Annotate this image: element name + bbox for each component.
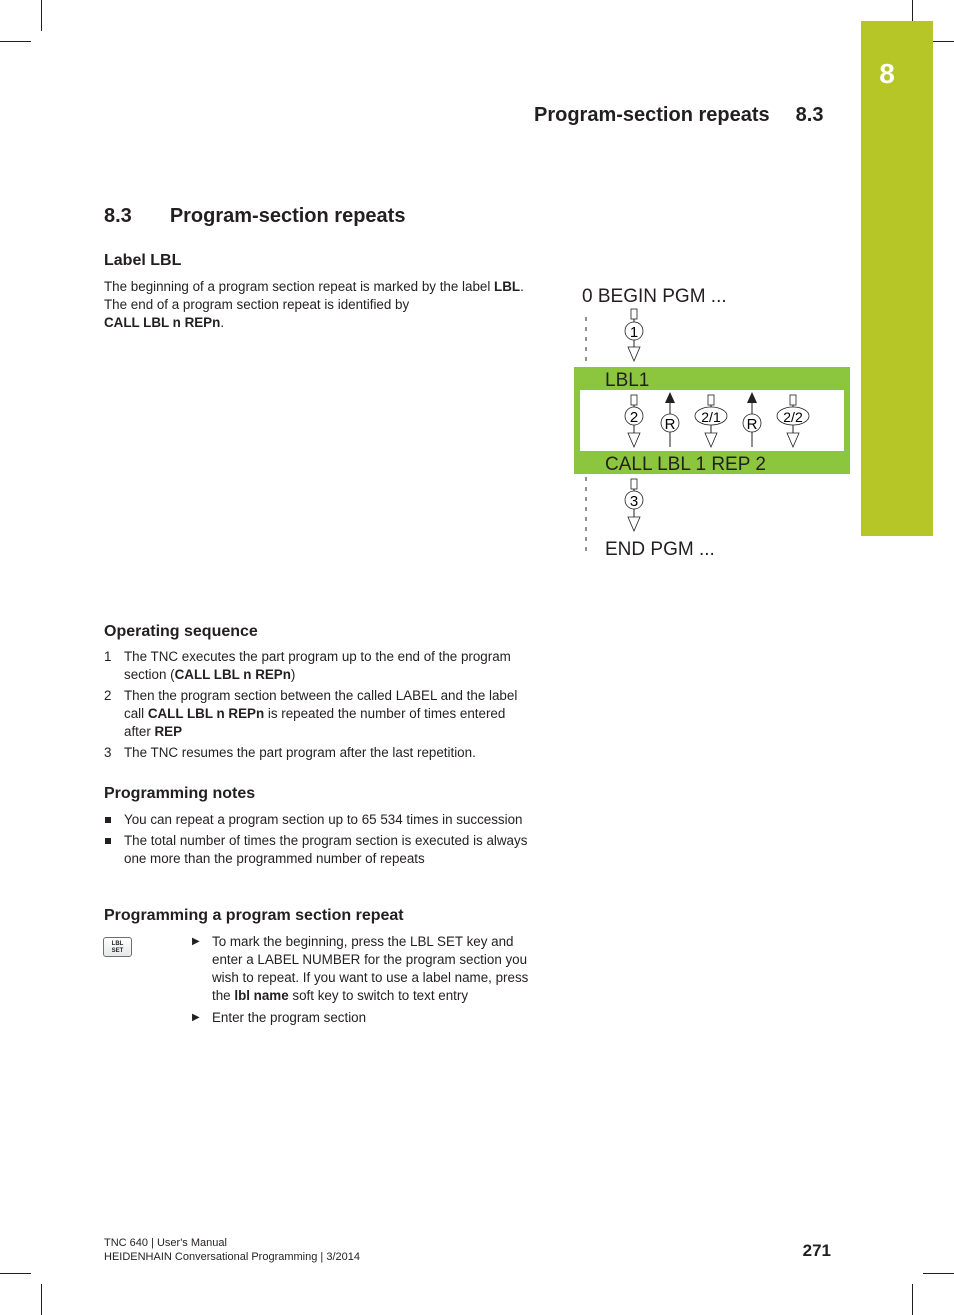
crop-mark [41, 1284, 42, 1315]
programming-notes-heading: Programming notes [104, 785, 256, 802]
step-2-label: 2 [629, 409, 639, 426]
text-bold: CALL LBL n REPn [104, 315, 221, 330]
text: . [220, 315, 225, 330]
text: To mark the beginning, press the LBL SET key and enter a LABEL NUMBER for the program section you wish to repeat. If you want to use a label name, press the [212, 934, 529, 1003]
rep-1-label: 2/1 [701, 409, 721, 425]
crop-mark [923, 1273, 954, 1274]
bullet-icon [105, 817, 111, 823]
section-heading [104, 205, 405, 228]
page-number: 271 [802, 1241, 831, 1260]
label-lbl-heading: Label LBL [104, 252, 182, 269]
section-number: 8.3 [104, 205, 132, 227]
running-header-title: Program-section repeats [534, 104, 770, 126]
text: The total number of times the program section is executed is always one more than the programmed number of repeats [124, 833, 528, 866]
lbl1-label: LBL1 [605, 370, 650, 391]
text-bold: CALL LBL n REPn [174, 667, 291, 682]
text: . The end of a program section repeat is identified by [104, 279, 524, 312]
programming-repeat-heading: Programming a program section repeat [104, 907, 404, 924]
crop-mark [0, 1273, 31, 1274]
text-bold: LBL [494, 279, 521, 294]
bullet-icon [105, 838, 111, 844]
crop-mark [0, 41, 31, 42]
list-item [104, 832, 534, 868]
operating-sequence-heading: Operating sequence [104, 623, 258, 640]
running-header-number: 8.3 [795, 104, 824, 126]
lbl-set-key-icon [103, 937, 132, 957]
step-arrow-icon: ▶ [192, 1012, 200, 1023]
programming-repeat-steps [192, 933, 537, 1031]
text: The TNC resumes the part program after the last repetition. [124, 745, 476, 760]
text-bold: REP [154, 724, 183, 739]
call-lbl-label: CALL LBL 1 REP 2 [605, 454, 766, 475]
program-section-diagram [560, 275, 860, 565]
list-item [192, 1009, 537, 1027]
crop-mark [912, 1284, 913, 1315]
step-1-label: 1 [629, 324, 639, 341]
list-item [104, 811, 534, 829]
text: The beginning of a program section repeat is marked by the label [104, 279, 495, 294]
text-bold: lbl name [234, 988, 289, 1003]
text: Enter the program section [212, 1010, 367, 1025]
item-number: 2 [104, 688, 112, 703]
begin-pgm-label: 0 BEGIN PGM ... [582, 286, 727, 307]
step-arrow-icon: ▶ [192, 936, 200, 947]
key-label: SET [111, 948, 124, 954]
operating-sequence-list [104, 648, 534, 765]
step-3-label: 3 [629, 493, 639, 510]
section-title: Program-section repeats [169, 205, 406, 227]
text: ) [290, 667, 296, 682]
running-header [534, 104, 823, 127]
chapter-tab-number: 8 [879, 58, 895, 89]
crop-mark [41, 0, 42, 31]
label-lbl-paragraph [104, 278, 534, 332]
programming-notes-list [104, 811, 534, 871]
item-number: 3 [104, 745, 112, 760]
r-label: R [664, 416, 676, 433]
text: soft key to switch to text entry [288, 988, 469, 1003]
footer-line: TNC 640 | User's Manual [104, 1237, 227, 1249]
text-bold: CALL LBL n REPn [147, 706, 265, 721]
r-label: R [746, 416, 758, 433]
footer-line: HEIDENHAIN Conversational Programming | 3/2014 [104, 1251, 360, 1263]
end-pgm-label: END PGM ... [605, 539, 715, 560]
text: is repeated the number of times entered after [124, 706, 506, 739]
list-item [104, 687, 534, 741]
list-item [104, 744, 534, 762]
item-number: 1 [104, 649, 112, 664]
text: Then the program section between the called LABEL and the label call [124, 688, 518, 721]
list-item [104, 648, 534, 684]
key-label: LBL [111, 941, 124, 947]
text: You can repeat a program section up to 65 534 times in succession [124, 812, 523, 827]
rep-2-label: 2/2 [783, 409, 803, 425]
footer [104, 1236, 360, 1264]
text: The TNC executes the part program up to the end of the program section ( [124, 649, 511, 682]
chapter-tab [861, 21, 933, 536]
list-item [192, 933, 537, 1005]
